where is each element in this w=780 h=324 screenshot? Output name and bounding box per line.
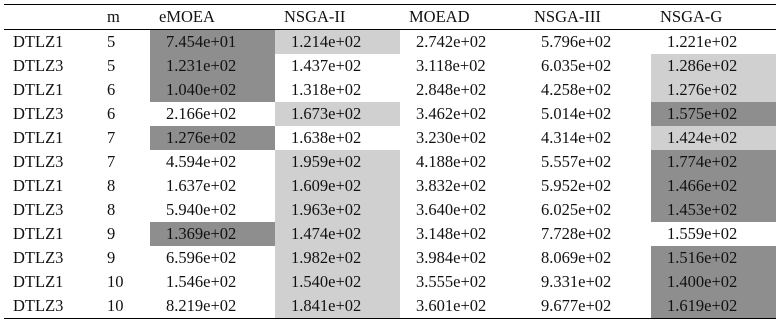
value-cell: 2.848e+02 xyxy=(416,80,487,99)
table-row xyxy=(4,126,776,150)
m-cell: 10 xyxy=(107,272,124,291)
problem-cell: DTLZ1 xyxy=(13,128,64,147)
value-cell: 3.555e+02 xyxy=(416,272,487,291)
value-cell: 1.369e+02 xyxy=(150,222,275,246)
header-m: m xyxy=(107,7,120,26)
value-cell: 1.673e+02 xyxy=(275,102,400,126)
value-cell: 1.609e+02 xyxy=(275,174,400,198)
value-cell: 1.231e+02 xyxy=(150,54,275,78)
value-cell: 5.952e+02 xyxy=(541,176,612,195)
problem-cell: DTLZ3 xyxy=(13,56,64,75)
value-cell: 1.276e+02 xyxy=(150,126,275,150)
value-cell: 9.331e+02 xyxy=(541,272,612,291)
value-cell: 7.728e+02 xyxy=(541,224,612,243)
value-cell: 3.148e+02 xyxy=(416,224,487,243)
value-cell: 1.540e+02 xyxy=(275,270,400,294)
value-cell: 6.025e+02 xyxy=(541,200,612,219)
table-row xyxy=(4,246,776,270)
m-cell: 9 xyxy=(107,224,116,243)
m-cell: 8 xyxy=(107,200,116,219)
header-nsga-ii: NSGA-II xyxy=(284,7,346,26)
problem-cell: DTLZ1 xyxy=(13,272,64,291)
results-table xyxy=(4,4,776,319)
problem-cell: DTLZ1 xyxy=(13,80,64,99)
m-cell: 10 xyxy=(107,296,124,315)
value-cell: 1.466e+02 xyxy=(651,174,776,198)
value-cell: 1.982e+02 xyxy=(275,246,400,270)
header-moead: MOEAD xyxy=(409,7,470,26)
table-body xyxy=(4,30,776,319)
table-row xyxy=(4,150,776,174)
m-cell: 7 xyxy=(107,152,116,171)
problem-cell: DTLZ1 xyxy=(13,32,64,51)
value-cell: 1.774e+02 xyxy=(651,150,776,174)
table-row xyxy=(4,174,776,198)
value-cell: 2.166e+02 xyxy=(166,104,237,123)
value-cell: 1.221e+02 xyxy=(667,32,738,51)
value-cell: 1.959e+02 xyxy=(275,150,400,174)
value-cell: 8.069e+02 xyxy=(541,248,612,267)
value-cell: 5.014e+02 xyxy=(541,104,612,123)
m-cell: 7 xyxy=(107,128,116,147)
value-cell: 2.742e+02 xyxy=(416,32,487,51)
value-cell: 1.559e+02 xyxy=(667,224,738,243)
value-cell: 1.453e+02 xyxy=(651,198,776,222)
value-cell: 1.276e+02 xyxy=(651,78,776,102)
value-cell: 9.677e+02 xyxy=(541,296,612,315)
m-cell: 6 xyxy=(107,104,116,123)
m-cell: 8 xyxy=(107,176,116,195)
value-cell: 5.557e+02 xyxy=(541,152,612,171)
value-cell: 1.318e+02 xyxy=(291,80,362,99)
table-row xyxy=(4,198,776,222)
value-cell: 1.637e+02 xyxy=(166,176,237,195)
header-row xyxy=(4,5,776,30)
table-row xyxy=(4,30,776,55)
value-cell: 1.474e+02 xyxy=(275,222,400,246)
problem-cell: DTLZ1 xyxy=(13,224,64,243)
value-cell: 1.400e+02 xyxy=(651,270,776,294)
value-cell: 1.516e+02 xyxy=(651,246,776,270)
value-cell: 3.230e+02 xyxy=(416,128,487,147)
value-cell: 1.841e+02 xyxy=(275,294,400,319)
table-row xyxy=(4,78,776,102)
value-cell: 1.286e+02 xyxy=(651,54,776,78)
problem-cell: DTLZ3 xyxy=(13,200,64,219)
table-row xyxy=(4,270,776,294)
value-cell: 3.462e+02 xyxy=(416,104,487,123)
problem-cell: DTLZ3 xyxy=(13,296,64,315)
header-problem xyxy=(4,5,98,30)
value-cell: 4.314e+02 xyxy=(541,128,612,147)
value-cell: 1.424e+02 xyxy=(651,126,776,150)
header-nsga-iii: NSGA-III xyxy=(534,7,601,26)
m-cell: 5 xyxy=(107,32,116,51)
header-emoea: eMOEA xyxy=(159,7,215,26)
value-cell: 5.940e+02 xyxy=(166,200,237,219)
value-cell: 5.796e+02 xyxy=(541,32,612,51)
problem-cell: DTLZ3 xyxy=(13,248,64,267)
value-cell: 7.454e+01 xyxy=(150,30,275,55)
table-row xyxy=(4,54,776,78)
value-cell: 3.832e+02 xyxy=(416,176,487,195)
problem-cell: DTLZ3 xyxy=(13,152,64,171)
m-cell: 6 xyxy=(107,80,116,99)
problem-cell: DTLZ1 xyxy=(13,176,64,195)
table-row xyxy=(4,102,776,126)
problem-cell: DTLZ3 xyxy=(13,104,64,123)
value-cell: 1.963e+02 xyxy=(275,198,400,222)
value-cell: 3.601e+02 xyxy=(416,296,487,315)
value-cell: 1.546e+02 xyxy=(166,272,237,291)
value-cell: 1.214e+02 xyxy=(275,30,400,55)
value-cell: 1.040e+02 xyxy=(150,78,275,102)
value-cell: 6.035e+02 xyxy=(541,56,612,75)
header-nsga-g: NSGA-G xyxy=(660,7,723,26)
value-cell: 4.594e+02 xyxy=(166,152,237,171)
value-cell: 4.258e+02 xyxy=(541,80,612,99)
value-cell: 1.437e+02 xyxy=(291,56,362,75)
value-cell: 4.188e+02 xyxy=(416,152,487,171)
m-cell: 5 xyxy=(107,56,116,75)
value-cell: 1.638e+02 xyxy=(291,128,362,147)
value-cell: 3.984e+02 xyxy=(416,248,487,267)
table-row xyxy=(4,294,776,319)
value-cell: 1.575e+02 xyxy=(651,102,776,126)
table-row xyxy=(4,222,776,246)
value-cell: 3.118e+02 xyxy=(416,56,486,75)
value-cell: 6.596e+02 xyxy=(166,248,237,267)
value-cell: 1.619e+02 xyxy=(651,294,776,319)
value-cell: 8.219e+02 xyxy=(166,296,237,315)
value-cell: 3.640e+02 xyxy=(416,200,487,219)
m-cell: 9 xyxy=(107,248,116,267)
